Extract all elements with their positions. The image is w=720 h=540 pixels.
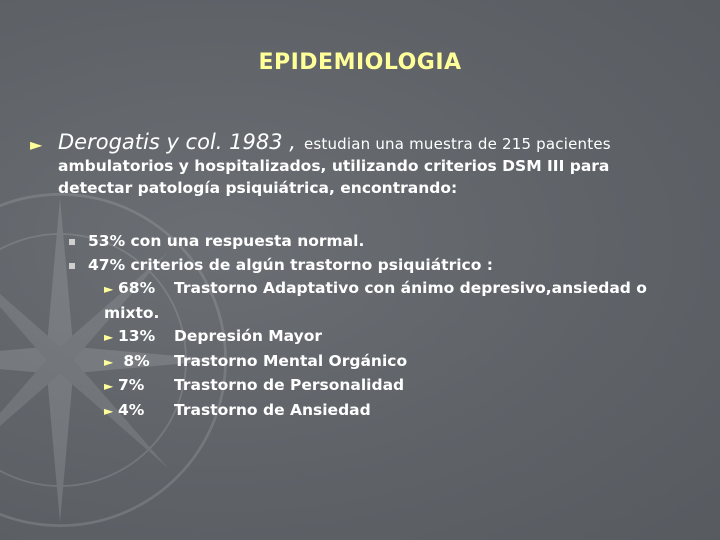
square-bullet-icon — [69, 239, 75, 245]
finding-item — [104, 374, 686, 399]
author-citation: Derogatis y col. 1983 , — [58, 130, 296, 154]
list-item — [66, 230, 686, 254]
finding-item — [104, 325, 686, 350]
finding-text: Trastorno Mental Orgánico — [174, 351, 408, 370]
finding-text: Trastorno de Ansiedad — [174, 400, 371, 419]
findings-list — [104, 277, 686, 423]
intro-first-line — [58, 131, 698, 155]
sub-list — [66, 230, 686, 423]
finding-percent: 4% — [118, 400, 145, 419]
finding-item-continuation: mixto. — [104, 303, 160, 322]
intro-line-3: detectar patología psiquiátrica, encontrando: — [58, 179, 458, 197]
triangle-right-icon: ► — [104, 379, 114, 393]
finding-percent: 68% — [118, 279, 156, 297]
triangle-right-icon: ► — [104, 282, 114, 296]
triangle-right-icon: ► — [30, 135, 43, 154]
triangle-right-icon: ► — [104, 330, 114, 344]
intro-paragraph — [58, 131, 698, 199]
triangle-right-icon: ► — [104, 354, 114, 369]
finding-percent: 13% — [118, 327, 156, 345]
finding-percent: 8% — [118, 351, 150, 370]
finding-item — [104, 277, 686, 302]
triangle-right-icon: ► — [104, 403, 114, 418]
list-item — [66, 254, 686, 278]
sub-item-label: 53% con una respuesta normal. — [88, 232, 365, 250]
sub-item-label: 47% criterios de algún trastorno psiquiátrico : — [88, 255, 493, 274]
finding-percent: 7% — [118, 376, 145, 394]
finding-text: Trastorno de Personalidad — [174, 376, 405, 394]
finding-item — [104, 399, 686, 424]
square-bullet-icon — [69, 263, 75, 269]
finding-text: Trastorno Adaptativo con ánimo depresivo,ansiedad o — [174, 279, 647, 297]
finding-text: Depresión Mayor — [174, 327, 323, 345]
intro-line-2: ambulatorios y hospitalizados, utilizando criterios DSM III para — [58, 157, 610, 175]
intro-first-line-tail: estudian una muestra de 215 pacientes — [303, 135, 611, 153]
finding-item — [104, 350, 686, 375]
slide-title: EPIDEMIOLOGIA — [258, 50, 462, 75]
